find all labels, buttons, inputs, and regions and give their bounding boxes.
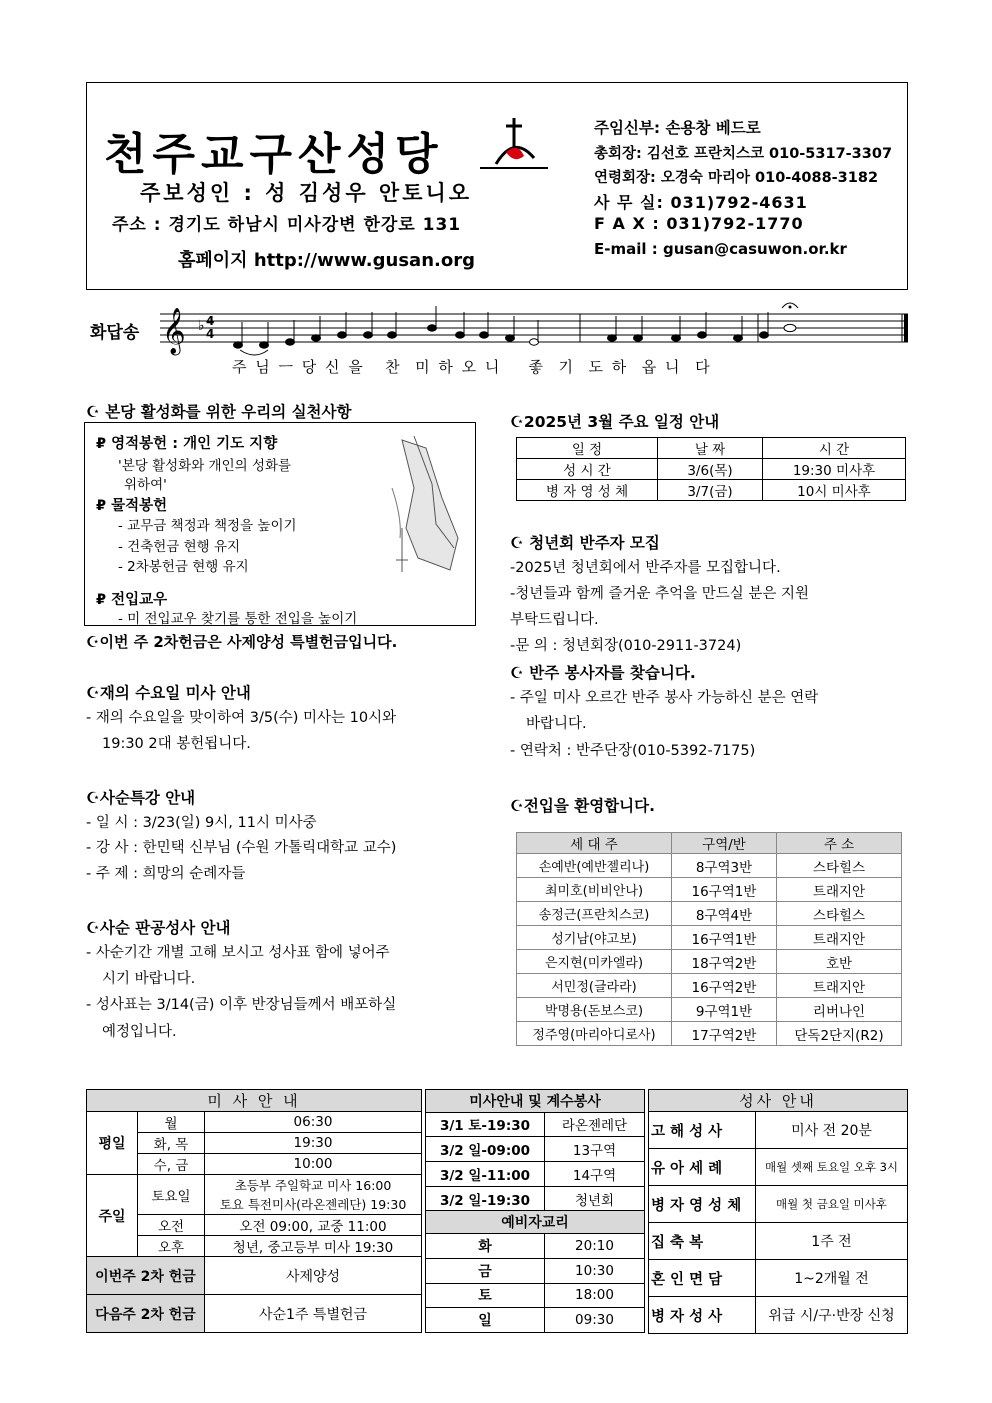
psalm-label: 화답송 [90,323,140,343]
contact-email[interactable]: E-mail : gusan@casuwon.or.kr [594,240,847,258]
practice-line: ₽ 물적봉헌 [96,498,168,514]
bullet-icon: ☪ [510,664,530,682]
table-row [517,950,902,974]
table-row [649,1260,908,1297]
table-cell: 혼 인 면 담 [649,1260,756,1297]
practice-line: 위하여' [124,477,167,493]
table-row [649,1223,908,1260]
confession-line: - 사순기간 개별 고해 보시고 성사표 함에 넣어주 [86,945,390,961]
table-cell: 3/2 일-19:30 [426,1186,545,1211]
table-cell: 고 해 성 사 [649,1112,756,1149]
table-row [517,854,902,878]
lent-lecture-title: ☪사순특강 안내 [86,789,196,807]
table-row [649,1186,908,1223]
table-cell: 위급 시/구·반장 신청 [756,1297,908,1334]
table-row [517,998,902,1022]
table-cell: 일 [426,1308,545,1333]
contact-office: 사 무 실: 031)792-4631 [594,193,808,212]
table-cell: 3/2 일-11:00 [426,1162,545,1187]
homepage-link[interactable]: 홈페이지 http://www.gusan.org [178,250,475,271]
table-row [649,1112,908,1149]
table-cell: 호반 [777,950,902,974]
won-icon: ₽ [96,592,112,608]
church-logo-icon [478,112,554,174]
practice-line: '본당 활성화와 개인의 성화를 [118,458,292,474]
table-cell: 손예반(예반젤리나) [517,854,672,878]
table-row: 병 자 영 성 체 3/7(금) 10시 미사후 [517,480,906,501]
table-cell: 토 [426,1283,545,1308]
music-staff [160,300,910,356]
table-cell: 13구역 [545,1137,645,1162]
ash-wednesday-title: ☪재의 수요일 미사 안내 [86,684,251,702]
youth-line: -문 의 : 청년회장(010-2911-3724) [510,638,742,654]
saturday-line: 토요 특전미사(라온젠레단) 19:30 [219,1196,407,1212]
table-cell: 트래지안 [777,974,902,998]
table-cell: 8구역4반 [672,902,777,926]
march-schedule-title: ☪2025년 3월 주요 일정 안내 [510,413,720,431]
welcome-table: 세 대 주 구역/반 주 소 손예반(예반젤리나) 8구역3반 스타힐스 최미호(비비안나) 16구역1반 트래지안 송정근(프란치스코) 8구역4반 스타힐스 성기남(야고보) 16구역1반 트래지안 은지현(미카엘라) 18구역2반 호반 서민정(글라라) 16구역2반 트래지안 박명용(돈보스코) 9구역1반 리버나인 정주영(마리아디로사) 17구역2반 단독2단지(R2) [516,832,902,1046]
table-cell: 10:30 [545,1258,645,1283]
confession-line: 예정입니다. [102,1024,177,1040]
table-row [649,1297,908,1334]
practice-line: - 2차봉헌금 현행 유지 [118,559,249,575]
table-cell: 매월 첫 금요일 미사후 [756,1186,908,1223]
svg-text:𝄞: 𝄞 [162,308,186,354]
contact-president: 총회장: 김선호 프란치스코 010-5317-3307 [594,146,893,162]
table-cell: 1주 전 [756,1223,908,1260]
table-cell: 3/1 토-19:30 [426,1112,545,1137]
table-cell: 화 [426,1234,545,1259]
table-cell: 3/2 일-09:00 [426,1137,545,1162]
bullet-icon: ☪ [510,534,530,552]
won-icon: ₽ [96,436,112,452]
table-row [426,1137,645,1162]
table-cell: 유 아 세 례 [649,1149,756,1186]
accompanist-volunteer-title: ☪ 반주 봉사자를 찾습니다. [510,664,696,682]
practice-line: - 미 전입교우 찾기를 통한 전입을 높이기 [118,611,358,627]
table-cell: 트래지안 [777,878,902,902]
table-row [517,974,902,998]
table-cell: 리버나인 [777,998,902,1022]
church-name: 천주교구산성당 [104,129,444,180]
table-row [426,1234,645,1259]
volunteer-line: - 주일 미사 오르간 반주 봉사 가능하신 분은 연락 [510,690,819,706]
table-cell: 16구역2반 [672,974,777,998]
table-cell: 16구역1반 [672,878,777,902]
table-row [426,1258,645,1283]
svg-text:4: 4 [206,314,215,328]
table-cell: 박명용(돈보스코) [517,998,672,1022]
lecture-line: - 일 시 : 3/23(일) 9시, 11시 미사중 [86,815,317,831]
table-cell: 18구역2반 [672,950,777,974]
lecture-line: - 강 사 : 한민택 신부님 (수원 가톨릭대학교 교수) [86,840,397,856]
praying-hands-icon [362,428,470,578]
practice-line: ₽ 영적봉헌 : 개인 기도 지향 [96,436,278,452]
bullet-icon: ☪ [86,789,100,807]
volunteer-line: 바랍니다. [526,716,587,732]
youth-line: 부탁드립니다. [510,612,599,628]
welcome-title: ☪전입을 환영합니다. [510,797,655,815]
address: 주소 : 경기도 하남시 미사강변 한강로 131 [112,215,462,235]
svg-text:♭: ♭ [198,318,205,334]
svg-text:4: 4 [206,327,215,341]
contact-priest: 주임신부: 손용창 베드로 [594,119,761,137]
table-cell: 서민정(글라라) [517,974,672,998]
table-cell: 병 자 영 성 체 [649,1186,756,1223]
confession-line: - 성사표는 3/14(금) 이후 반장님들께서 배포하실 [86,997,397,1013]
table-row [517,878,902,902]
table-cell: 16구역1반 [672,926,777,950]
table-cell: 1~2개월 전 [756,1260,908,1297]
march-schedule-table: 일 정 날 짜 시 간 성 시 간 3/6(목) 19:30 미사후 병 자 영 성 체 3/7(금) 10시 미사후 [516,437,906,501]
table-row [426,1308,645,1333]
contact-fax: F A X : 031)792-1770 [594,214,804,233]
practice-line: - 교무금 책정과 책정을 높이기 [118,518,297,534]
table-cell: 정주영(마리아디로사) [517,1022,672,1046]
sacraments-table: 성사 안내 고 해 성 사 미사 전 20분 유 아 세 례 매월 셋째 토요일 오후 3시 병 자 영 성 체 매월 첫 금요일 미사후 집 축 복 1주 전 혼 인 면 담 1~2개월 전 병 자 성 사 위급 시/구·반장 신청 [648,1089,908,1334]
practice-line: - 건축헌금 현행 유지 [118,539,241,555]
table-row [517,926,902,950]
table-cell: 18:00 [545,1283,645,1308]
patron-saint: 주보성인 : 성 김성우 안토니오 [140,181,473,205]
table-cell: 09:30 [545,1308,645,1333]
table-cell: 스타힐스 [777,854,902,878]
table-cell: 20:10 [545,1234,645,1259]
table-cell: 병 자 성 사 [649,1297,756,1334]
contact-memorial: 연령회장: 오경숙 마리아 010-4088-3182 [594,170,879,186]
lecture-line: - 주 제 : 희망의 순례자들 [86,866,246,882]
youth-accompanist-title: ☪ 청년회 반주자 모집 [510,534,660,552]
volunteer-line: - 연락처 : 반주단장(010-5392-7175) [510,743,756,759]
table-row [517,902,902,926]
table-row [426,1162,645,1187]
table-cell: 스타힐스 [777,902,902,926]
won-icon: ₽ [96,498,112,514]
mass-service-table: 미사안내 및 계수봉사 3/1 토-19:30 라온젠레단 3/2 일-09:00 13구역 3/2 일-11:00 14구역 3/2 일-19:30 청년회 예비자교리 화 20:10 금 10:30 토 18:00 일 09:30 [425,1089,645,1333]
mass-guide-table: 미 사 안 내 평일 월 06:30 화, 목 19:30 수, 금 10:00 주일 토요일 초등부 주일학교 미사 16:00 토요 특전미사(라온젠레단) 19:30 오전 오전 09:00, 교중 11:00 오후 청년, 중고등부 미사 19:30 이번주 2차 헌금 사제양성 다음주 2차 헌금 사순1주 특별헌금 [86,1089,422,1333]
youth-line: -청년들과 함께 즐거운 추억을 만드실 분은 지원 [510,586,810,602]
table-row [517,1022,902,1046]
ash-line: 19:30 2대 봉헌됩니다. [102,736,251,752]
bullet-icon: ☪ [86,919,100,937]
table-cell: 성기남(야고보) [517,926,672,950]
table-cell: 17구역2반 [672,1022,777,1046]
table-row [426,1112,645,1137]
table-cell: 금 [426,1258,545,1283]
table-cell: 단독2단지(R2) [777,1022,902,1046]
table-cell: 미사 전 20분 [756,1112,908,1149]
bullet-icon: ☪ [86,403,106,421]
table-cell: 9구역1반 [672,998,777,1022]
ash-line: - 재의 수요일을 맞이하여 3/5(수) 미사는 10시와 [86,710,397,726]
bullet-icon: ☪ [510,797,524,815]
table-cell: 최미호(비비안나) [517,878,672,902]
table-cell: 송정근(프란치스코) [517,902,672,926]
table-row: 성 시 간 3/6(목) 19:30 미사후 [517,459,906,480]
table-cell: 14구역 [545,1162,645,1187]
table-cell: 매월 셋째 토요일 오후 3시 [756,1149,908,1186]
table-cell: 은지현(미카엘라) [517,950,672,974]
bullet-icon: ☪ [510,413,524,431]
saturday-line: 초등부 주일학교 미사 16:00 [234,1177,392,1193]
table-row [426,1283,645,1308]
practice-line: ₽ 전입교우 [96,592,168,608]
psalm-lyrics: 주 님 ㅡ 당 신 을 찬 미 하 오 니 좋 기 도 하 옵 니 다 [232,358,712,376]
table-cell: 청년회 [545,1186,645,1211]
confession-line: 시기 바랍니다. [102,971,196,987]
second-collection-notice: ☪이번 주 2차헌금은 사제양성 특별헌금입니다. [86,633,398,651]
youth-line: -2025년 청년회에서 반주자를 모집합니다. [510,560,781,576]
table-cell: 트래지안 [777,926,902,950]
table-cell: 집 축 복 [649,1223,756,1260]
table-row [426,1186,645,1211]
table-cell: 8구역3반 [672,854,777,878]
bullet-icon: ☪ [86,684,100,702]
practice-title: ☪ 본당 활성화를 위한 우리의 실천사항 [86,403,352,421]
lent-confession-title: ☪사순 판공성사 안내 [86,919,231,937]
table-row [649,1149,908,1186]
table-cell: 라온젠레단 [545,1112,645,1137]
bullet-icon: ☪ [86,633,100,651]
